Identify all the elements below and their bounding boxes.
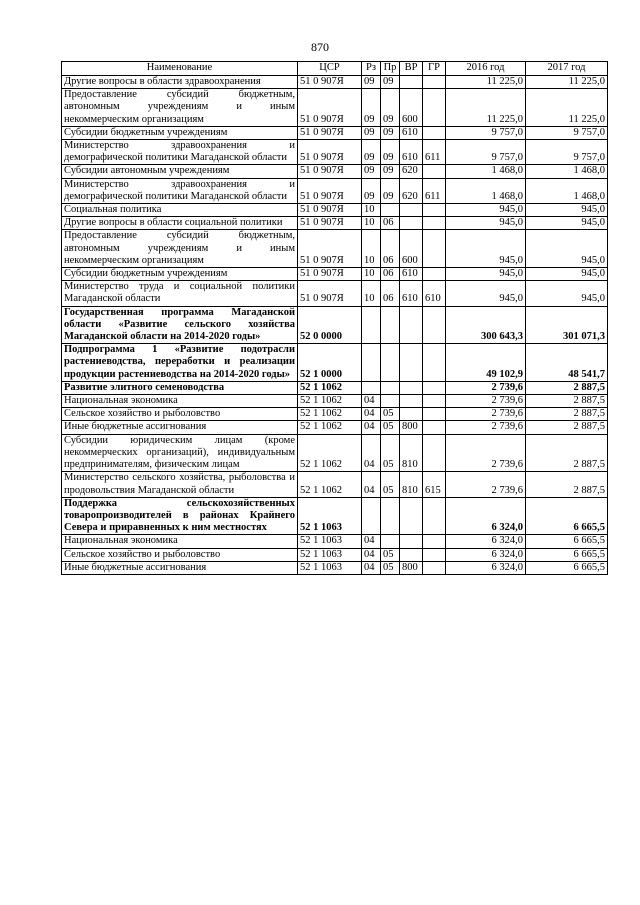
cell-gr [423, 548, 446, 561]
cell-vr: 620 [400, 178, 423, 203]
cell-vr [400, 306, 423, 344]
cell-vr: 800 [400, 421, 423, 434]
table-row [62, 472, 608, 497]
cell-2017: 1 468,0 [526, 165, 608, 178]
cell-pr: 09 [381, 126, 400, 139]
cell-name: Министерство здравоохранения и демографической политики Магаданской области [62, 140, 298, 165]
cell-2016: 11 225,0 [446, 76, 526, 89]
cell-pr [381, 344, 400, 382]
cell-2017: 6 665,5 [526, 561, 608, 574]
cell-rz: 10 [362, 268, 381, 281]
cell-rz: 04 [362, 421, 381, 434]
cell-vr: 810 [400, 472, 423, 497]
cell-pr: 05 [381, 548, 400, 561]
cell-pr: 05 [381, 408, 400, 421]
header-rz: Рз [362, 62, 381, 76]
cell-2016: 2 739,6 [446, 408, 526, 421]
cell-2017: 1 468,0 [526, 178, 608, 203]
cell-gr [423, 76, 446, 89]
cell-csr: 52 1 1063 [298, 548, 362, 561]
cell-pr: 05 [381, 472, 400, 497]
budget-table [61, 61, 608, 575]
cell-2016: 945,0 [446, 217, 526, 230]
cell-csr: 51 0 907Я [298, 178, 362, 203]
header-pr: Пр [381, 62, 400, 76]
cell-name: Развитие элитного семеноводства [62, 381, 298, 394]
cell-vr: 610 [400, 140, 423, 165]
cell-csr: 52 1 1062 [298, 472, 362, 497]
cell-rz [362, 306, 381, 344]
cell-rz: 04 [362, 535, 381, 548]
cell-2017: 2 887,5 [526, 421, 608, 434]
cell-2016: 945,0 [446, 281, 526, 306]
cell-name: Другие вопросы в области социальной политики [62, 217, 298, 230]
cell-gr [423, 535, 446, 548]
cell-name: Национальная экономика [62, 395, 298, 408]
cell-pr: 06 [381, 281, 400, 306]
cell-2017: 945,0 [526, 204, 608, 217]
header-2017: 2017 год [526, 62, 608, 76]
cell-rz: 09 [362, 165, 381, 178]
cell-2016: 2 739,6 [446, 472, 526, 497]
table-row [62, 421, 608, 434]
table-header-row [62, 62, 608, 76]
cell-name: Сельское хозяйство и рыболовство [62, 548, 298, 561]
cell-csr: 51 0 907Я [298, 217, 362, 230]
table-row [62, 497, 608, 535]
cell-csr: 51 0 907Я [298, 230, 362, 268]
cell-vr [400, 344, 423, 382]
cell-gr [423, 306, 446, 344]
cell-name: Подпрограмма 1 «Развитие подотрасли растениеводства, переработки и реализации продукции растениеводства на 2014-2020 годы» [62, 344, 298, 382]
cell-rz: 04 [362, 408, 381, 421]
cell-2017: 2 887,5 [526, 434, 608, 472]
cell-2016: 1 468,0 [446, 165, 526, 178]
cell-2016: 6 324,0 [446, 497, 526, 535]
cell-rz: 04 [362, 561, 381, 574]
cell-csr: 52 1 1062 [298, 434, 362, 472]
cell-rz: 04 [362, 434, 381, 472]
cell-pr [381, 497, 400, 535]
cell-pr: 05 [381, 434, 400, 472]
cell-2016: 49 102,9 [446, 344, 526, 382]
cell-pr: 06 [381, 230, 400, 268]
table-row [62, 140, 608, 165]
cell-name: Министерство сельского хозяйства, рыболовства и продовольствия Магаданской области [62, 472, 298, 497]
cell-gr: 611 [423, 140, 446, 165]
cell-csr: 51 0 907Я [298, 165, 362, 178]
cell-gr [423, 204, 446, 217]
cell-name: Государственная программа Магаданской области «Развитие сельского хозяйства Магаданской области на 2014-2020 годы» [62, 306, 298, 344]
cell-vr [400, 217, 423, 230]
table-row [62, 165, 608, 178]
cell-2017: 945,0 [526, 281, 608, 306]
cell-rz: 09 [362, 89, 381, 127]
cell-rz: 09 [362, 126, 381, 139]
cell-name: Социальная политика [62, 204, 298, 217]
header-2016: 2016 год [446, 62, 526, 76]
table-row [62, 89, 608, 127]
cell-vr: 600 [400, 230, 423, 268]
cell-2016: 2 739,6 [446, 434, 526, 472]
cell-gr [423, 561, 446, 574]
table-row [62, 204, 608, 217]
cell-gr [423, 217, 446, 230]
cell-name: Поддержка сельскохозяйственных товаропроизводителей в районах Крайнего Севера и приравненных к ним местностях [62, 497, 298, 535]
cell-csr: 52 1 1062 [298, 381, 362, 394]
cell-name: Субсидии автономным учреждениям [62, 165, 298, 178]
table-row [62, 126, 608, 139]
cell-2016: 11 225,0 [446, 89, 526, 127]
cell-vr: 600 [400, 89, 423, 127]
cell-2017: 48 541,7 [526, 344, 608, 382]
page-number: 870 [311, 40, 329, 54]
cell-pr: 09 [381, 165, 400, 178]
cell-name: Предоставление субсидий бюджетным, автономным учреждениям и иным некоммерческим организациям [62, 230, 298, 268]
cell-gr [423, 395, 446, 408]
table-row [62, 561, 608, 574]
cell-csr: 51 0 907Я [298, 281, 362, 306]
header-gr: ГР [423, 62, 446, 76]
cell-name: Субсидии бюджетным учреждениям [62, 126, 298, 139]
cell-2017: 945,0 [526, 268, 608, 281]
cell-vr [400, 381, 423, 394]
table-row [62, 344, 608, 382]
cell-rz: 10 [362, 204, 381, 217]
cell-vr: 610 [400, 268, 423, 281]
cell-2017: 2 887,5 [526, 381, 608, 394]
cell-name: Предоставление субсидий бюджетным, автономным учреждениям и иным некоммерческим организациям [62, 89, 298, 127]
cell-2017: 2 887,5 [526, 472, 608, 497]
cell-csr: 51 0 907Я [298, 126, 362, 139]
cell-vr [400, 497, 423, 535]
cell-2016: 945,0 [446, 268, 526, 281]
cell-csr: 52 1 1062 [298, 421, 362, 434]
table-row [62, 548, 608, 561]
cell-name: Другие вопросы в области здравоохранения [62, 76, 298, 89]
cell-name: Министерство труда и социальной политики Магаданской области [62, 281, 298, 306]
cell-2017: 301 071,3 [526, 306, 608, 344]
cell-name: Субсидии бюджетным учреждениям [62, 268, 298, 281]
cell-2016: 1 468,0 [446, 178, 526, 203]
cell-2016: 300 643,3 [446, 306, 526, 344]
cell-2017: 11 225,0 [526, 76, 608, 89]
cell-csr: 51 0 907Я [298, 204, 362, 217]
cell-2016: 2 739,6 [446, 381, 526, 394]
cell-2017: 2 887,5 [526, 408, 608, 421]
cell-name: Сельское хозяйство и рыболовство [62, 408, 298, 421]
header-vr: ВР [400, 62, 423, 76]
cell-rz: 09 [362, 76, 381, 89]
cell-2017: 11 225,0 [526, 89, 608, 127]
cell-vr [400, 395, 423, 408]
table-row [62, 381, 608, 394]
cell-name: Иные бюджетные ассигнования [62, 421, 298, 434]
cell-rz [362, 344, 381, 382]
cell-pr: 06 [381, 217, 400, 230]
cell-gr [423, 421, 446, 434]
cell-pr: 09 [381, 140, 400, 165]
cell-gr [423, 497, 446, 535]
cell-2017: 9 757,0 [526, 140, 608, 165]
table-row [62, 268, 608, 281]
table-row [62, 230, 608, 268]
cell-csr: 51 0 907Я [298, 268, 362, 281]
cell-pr: 05 [381, 421, 400, 434]
cell-gr [423, 165, 446, 178]
cell-2017: 945,0 [526, 217, 608, 230]
cell-pr: 06 [381, 268, 400, 281]
cell-rz: 10 [362, 217, 381, 230]
cell-rz: 10 [362, 281, 381, 306]
cell-csr: 52 1 0000 [298, 344, 362, 382]
cell-pr [381, 381, 400, 394]
cell-name: Субсидии юридическим лицам (кроме некоммерческих организаций), индивидуальным предпринимателям, физическим лицам [62, 434, 298, 472]
header-name: Наименование [62, 62, 298, 76]
cell-name: Национальная экономика [62, 535, 298, 548]
cell-rz: 09 [362, 140, 381, 165]
cell-pr: 09 [381, 76, 400, 89]
cell-vr [400, 548, 423, 561]
cell-2017: 2 887,5 [526, 395, 608, 408]
cell-gr [423, 230, 446, 268]
cell-gr: 610 [423, 281, 446, 306]
cell-vr: 800 [400, 561, 423, 574]
cell-vr: 620 [400, 165, 423, 178]
cell-pr: 05 [381, 561, 400, 574]
cell-pr [381, 535, 400, 548]
cell-csr: 52 1 1063 [298, 535, 362, 548]
cell-2016: 9 757,0 [446, 126, 526, 139]
cell-pr [381, 395, 400, 408]
cell-csr: 51 0 907Я [298, 89, 362, 127]
cell-vr: 610 [400, 281, 423, 306]
table-row [62, 434, 608, 472]
cell-csr: 51 0 907Я [298, 76, 362, 89]
cell-rz: 04 [362, 548, 381, 561]
cell-vr [400, 535, 423, 548]
cell-2017: 9 757,0 [526, 126, 608, 139]
cell-name: Министерство здравоохранения и демографической политики Магаданской области [62, 178, 298, 203]
cell-2016: 6 324,0 [446, 548, 526, 561]
table-row [62, 408, 608, 421]
table-row [62, 535, 608, 548]
cell-vr [400, 408, 423, 421]
cell-2017: 6 665,5 [526, 497, 608, 535]
cell-gr: 611 [423, 178, 446, 203]
cell-gr [423, 126, 446, 139]
cell-rz: 10 [362, 230, 381, 268]
cell-pr [381, 204, 400, 217]
cell-pr: 09 [381, 89, 400, 127]
cell-pr: 09 [381, 178, 400, 203]
cell-2016: 6 324,0 [446, 561, 526, 574]
table-row [62, 281, 608, 306]
cell-csr: 52 1 1063 [298, 561, 362, 574]
cell-2016: 2 739,6 [446, 395, 526, 408]
cell-csr: 52 1 1062 [298, 395, 362, 408]
cell-vr: 610 [400, 126, 423, 139]
cell-csr: 52 0 0000 [298, 306, 362, 344]
cell-2016: 2 739,6 [446, 421, 526, 434]
cell-2017: 945,0 [526, 230, 608, 268]
cell-gr [423, 89, 446, 127]
header-csr: ЦСР [298, 62, 362, 76]
cell-gr: 615 [423, 472, 446, 497]
cell-2016: 9 757,0 [446, 140, 526, 165]
cell-gr [423, 434, 446, 472]
cell-gr [423, 268, 446, 281]
cell-rz [362, 497, 381, 535]
cell-rz: 04 [362, 395, 381, 408]
table-row [62, 217, 608, 230]
cell-gr [423, 381, 446, 394]
cell-2016: 945,0 [446, 230, 526, 268]
cell-2016: 6 324,0 [446, 535, 526, 548]
cell-csr: 52 1 1062 [298, 408, 362, 421]
table-body [62, 76, 608, 575]
cell-vr [400, 204, 423, 217]
cell-2016: 945,0 [446, 204, 526, 217]
cell-gr [423, 344, 446, 382]
cell-vr [400, 76, 423, 89]
cell-2017: 6 665,5 [526, 535, 608, 548]
cell-csr: 52 1 1063 [298, 497, 362, 535]
cell-rz: 09 [362, 178, 381, 203]
table-row [62, 76, 608, 89]
cell-gr [423, 408, 446, 421]
cell-rz [362, 381, 381, 394]
cell-csr: 51 0 907Я [298, 140, 362, 165]
table-row [62, 178, 608, 203]
table-row [62, 395, 608, 408]
cell-pr [381, 306, 400, 344]
cell-name: Иные бюджетные ассигнования [62, 561, 298, 574]
cell-vr: 810 [400, 434, 423, 472]
cell-rz: 04 [362, 472, 381, 497]
table-row [62, 306, 608, 344]
cell-2017: 6 665,5 [526, 548, 608, 561]
